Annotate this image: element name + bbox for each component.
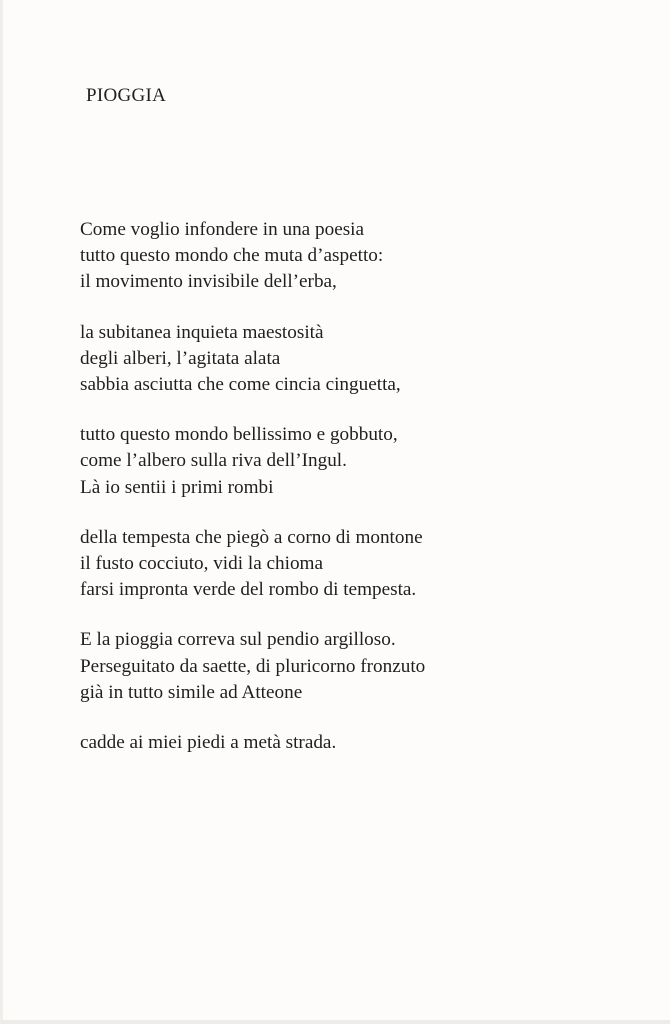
stanza-3 [80, 422, 640, 501]
poem-line: Perseguitato da saette, di pluricorno fronzuto [80, 655, 426, 677]
poem-line: tutto questo mondo bellissimo e gobbuto, [80, 424, 398, 446]
poem-line: il movimento invisibile dell’erba, [80, 271, 337, 293]
poem-title: PIOGGIA [86, 85, 167, 106]
poem-line: Là io sentii i primi rombi [80, 476, 274, 498]
poem-body [80, 217, 640, 780]
poem-line: il fusto cocciuto, vidi la chioma [80, 553, 323, 575]
poem-line: della tempesta che piegò a corno di montone [80, 526, 423, 548]
stanza-1 [80, 217, 640, 296]
poem-line: tutto questo mondo che muta d’aspetto: [80, 245, 384, 267]
poem-line: E la pioggia correva sul pendio argilloso. [80, 629, 396, 651]
poem-line: farsi impronta verde del rombo di tempesta. [80, 579, 417, 601]
poem-line: degli alberi, l’agitata alata [80, 347, 281, 369]
stanza-5 [80, 627, 640, 706]
stanza-6 [80, 730, 640, 756]
poem-line: come l’albero sulla riva dell’Ingul. [80, 450, 347, 472]
stanza-4 [80, 525, 640, 604]
poem-line: sabbia asciutta che come cincia cinguetta, [80, 374, 401, 396]
stanza-2 [80, 320, 640, 399]
poem-line: la subitanea inquieta maestosità [80, 321, 324, 343]
poem-line: Come voglio infondere in una poesia [80, 219, 365, 240]
poem-line: già in tutto simile ad Atteone [80, 681, 303, 703]
poem-line: cadde ai miei piedi a metà strada. [80, 732, 337, 754]
